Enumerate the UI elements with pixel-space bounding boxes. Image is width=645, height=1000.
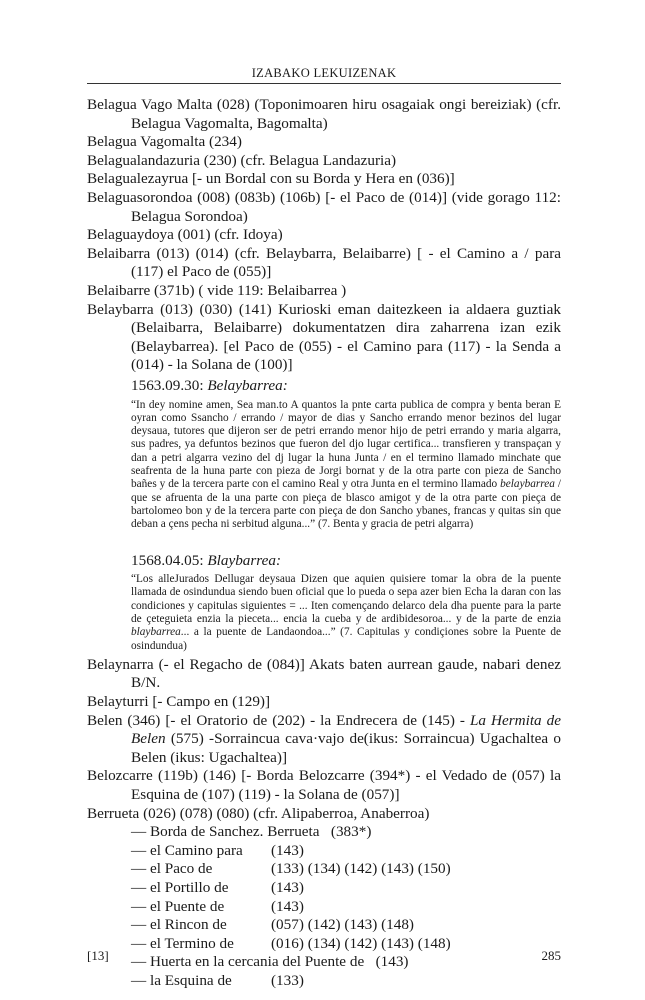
entry-belaybarra: Belaybarra (013) (030) (141) Kurioski eman daitezkeen ia aldaera guztiak (Belaibarra, Belaibarre) dokumentatzen dira zaharrena izan ezik (Belaybarrea). [el Paco de (055) - el Camino para (117) - la Senda a (014) - la Solana de (100)] <box>87 300 561 374</box>
subentry <box>87 860 561 879</box>
entry-belaguasorondoa: Belaguasorondoa (008) (083b) (106b) [- el Paco de (014)] (vide gorago 112: Belagua Sorondoa) <box>87 188 561 225</box>
entry-text: (575) -Sorraincua cava·vajo de(ikus: Sorraincua) Ugachaltea o Belen (ikus: Ugachaltea)] <box>131 730 561 766</box>
entry-belozcarre: Belozcarre (119b) (146) [- Borda Belozcarre (394*) - el Vedado de (057) la Esquina de (107) (119) - la Solana de (057)] <box>87 767 561 803</box>
subentry <box>87 916 561 935</box>
page-number: 285 <box>541 948 561 963</box>
subentry <box>87 879 561 898</box>
entry-berrueta: Berrueta (026) (078) (080) (cfr. Alipaberroa, Anaberroa) <box>87 804 430 822</box>
page-body <box>87 96 561 991</box>
subentry-label: — el Paco de <box>131 860 213 878</box>
subentry-label: — el Portillo de <box>131 878 229 896</box>
quote-variant: belaybarrea <box>500 478 555 491</box>
subentry-refs: (143) <box>271 878 304 896</box>
subentry <box>87 972 561 991</box>
subentry-refs: (133) (134) (142) (143) (150) <box>271 860 451 878</box>
quote-text: “In dey nomine amen, Sea man.to A quantos la pnte carta publica de compra y benta beran E oyran como Ssancho / errando / mayor de dias y Sancho errando menor bezinos del lugar deysaua, tutores que dijeron ser de petri errando menor hijo de petri errando y maria algarra, sus padres, ya defuntos bezinos que fueron del djo lugar certifica... transfieren y transpaçan y dan a petri algarra vezino del dj lugar la huna Junta / en el termino llamado minchate que seafrenta de la huna parte con pieza de Jorgi bornat y de la otra parte con pieza de Sancho bañes y de la tercera parte con el camino Real y otra Junta en el termino llamado <box>131 398 561 491</box>
citation-date-1563 <box>87 377 561 396</box>
subentry-huerta: — Huerta en la cercania del Puente de (143) <box>131 953 409 971</box>
date-text: 1563.09.30: <box>131 376 208 394</box>
date-text: 1568.04.05: <box>131 552 208 570</box>
subentry-refs: (057) (142) (143) (148) <box>271 916 414 934</box>
quote-1563 <box>131 399 561 532</box>
subentry <box>87 898 561 917</box>
entry-belayturri: Belayturri [- Campo en (129)] <box>87 693 271 711</box>
entry-belaibarre: Belaibarre (371b) ( vide 119: Belaibarrea ) <box>87 281 347 299</box>
subentry-label: — el Rincon de <box>131 916 227 934</box>
subentry-label: — el Puente de <box>131 897 225 915</box>
entry-belagualezayrua: Belagualezayrua [- un Bordal con su Borda y Hera en (036)] <box>87 170 455 188</box>
entry-variant: La Hermita de Belen <box>131 711 561 748</box>
subentry-refs: (143) <box>271 841 304 859</box>
subentry-label: — el Camino para <box>131 841 243 859</box>
quote-variant: blaybarrea <box>131 626 181 639</box>
entry-belaguaydoya: Belaguaydoya (001) (cfr. Idoya) <box>87 226 283 244</box>
subentry-refs: (016) (134) (142) (143) (148) <box>271 934 451 952</box>
quote-1568 <box>131 573 561 653</box>
header-rule <box>87 83 561 84</box>
footer-section-number: [13] <box>87 948 109 963</box>
subentry-label: — la Esquina de <box>131 971 232 989</box>
date-variant: Belaybarrea: <box>207 376 288 394</box>
entry-belagua-vago-malta: Belagua Vago Malta (028) (Toponimoaren hiru osagaiak ongi bereiziak) (cfr. Belagua Vagomalta, Bagomalta) <box>87 96 561 132</box>
quote-text: / que se afruenta de la una parte con pieça de blasco amigot y de la otra parte con pieça de bartolomeo bon y de la tercera parte con pieça de don Sancho ybanes, francas y quitas sin que deban a çens pecha ni serbitud alguna...” (7. Benta y gracia de petri algarra) <box>131 478 561 531</box>
subentry <box>87 842 561 861</box>
entry-belagua-vagomalta: Belagua Vagomalta (234) <box>87 133 242 151</box>
subentry-label: — el Termino de <box>131 934 234 952</box>
entry-belaynarra: Belaynarra (- el Regacho de (084)] Akats baten aurrean gaude, nabari denez B/N. <box>87 655 561 692</box>
entry-text: Belen (346) [- el Oratorio de (202) - la Endrecera de (145) - <box>87 711 470 729</box>
entry-belaibarra: Belaibarra (013) (014) (cfr. Belaybarra, Belaibarre) [ - el Camino a / para (117) el Paco de (055)] <box>87 244 561 281</box>
subentry-refs: (133) <box>271 971 304 989</box>
subentry-refs: (143) <box>271 897 304 915</box>
quote-text: ... a la puente de Landaondoa...” (7. Capitulas y condiçiones sobre la Puente de osindundua) <box>131 626 561 652</box>
entry-belagualandazuria: Belagualandazuria (230) (cfr. Belagua Landazuria) <box>87 151 397 169</box>
entry-belen <box>87 712 561 768</box>
running-title: IZABAKO LEKUIZENAK <box>251 66 397 80</box>
subentry-borda-sanchez: — Borda de Sanchez. Berrueta (383*) <box>131 823 372 841</box>
citation-date-1568 <box>87 552 561 571</box>
subentry <box>87 935 561 954</box>
date-variant: Blaybarrea: <box>207 552 282 570</box>
quote-text: “Los alleJurados Dellugar deysaua Dizen que aquien quisiere tomar la obra de la puente llamada de osindundua siendo buen oficial que lo pueda o sepa azer bien Echa la daran con las condiciones y capitulas siguientes = ... Iten començando delarco dela dha puente para la parte de çeteguieta enzia la pieceta... encia la cueba y de ardibidesoroa... y de la parte de enzia <box>131 573 561 625</box>
